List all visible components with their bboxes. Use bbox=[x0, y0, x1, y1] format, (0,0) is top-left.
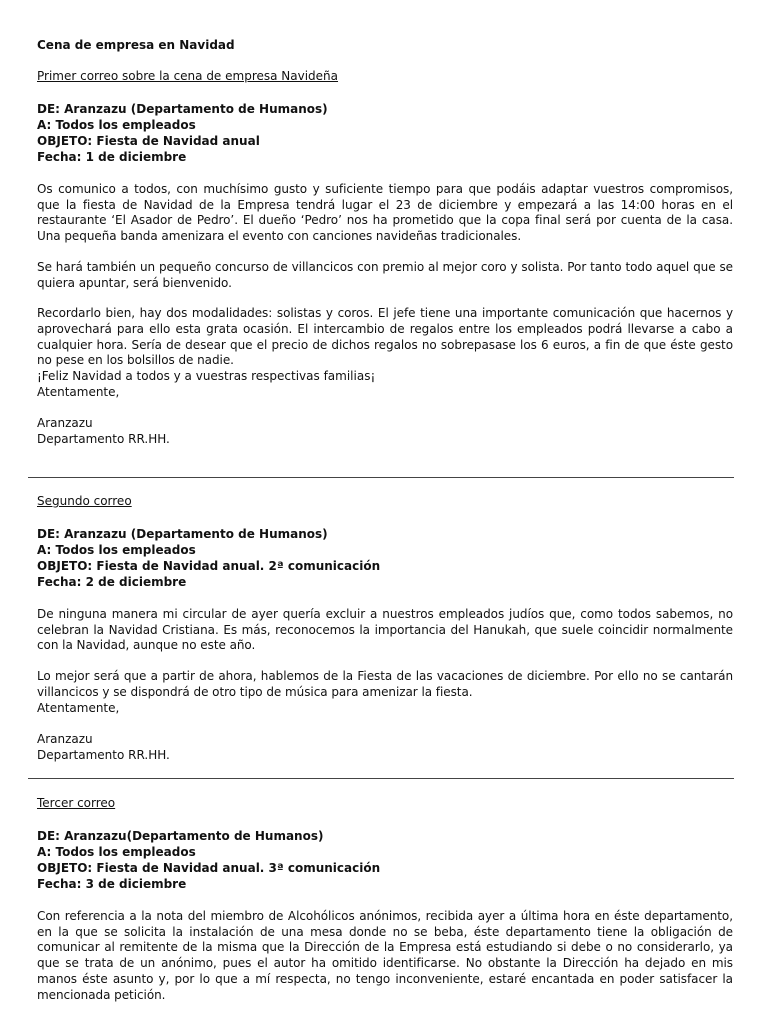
email-2-heading: Segundo correo bbox=[37, 494, 132, 508]
email-2-date: Fecha: 2 de diciembre bbox=[37, 575, 187, 589]
email-3-paragraph-1: Con referencia a la nota del miembro de Alcohólicos anónimos, recibida ayer a última hora en éste departamento, en la que se solicita la instalación de una mesa donde no se beba, éste departamento tiene la obligación de comunicar al remitente de la misma que la Dirección de la Empresa está estudiando si debe o no considerarlo, ya que se trata de un anónimo, pues el autor ha omitido identificarse. No obstante la Dirección ha dejado en mis manos éste asunto y, por lo que a mí respecta, no tengo inconveniente, estaré encantada en poder satisfacer la mencionada petición. bbox=[37, 909, 733, 1002]
email-1-greeting: ¡Feliz Navidad a todos y a vuestras respectivas familias¡ bbox=[37, 369, 376, 384]
email-3-to: A: Todos los empleados bbox=[37, 845, 196, 859]
email-1-signature-name: Aranzazu bbox=[37, 416, 93, 431]
email-1-header bbox=[37, 101, 733, 165]
email-3-heading: Tercer correo bbox=[37, 796, 116, 810]
email-2-subject: OBJETO: Fiesta de Navidad anual. 2ª comunicación bbox=[37, 559, 381, 573]
email-1-heading: Primer correo sobre la cena de empresa Navideña bbox=[37, 69, 339, 83]
email-1-paragraph-3: Recordarlo bien, hay dos modalidades: solistas y coros. El jefe tiene una importante comunicación que hacernos y aprovechará para ello esta grata ocasión. El intercambio de regalos entre los empleados podrá llevarse a cabo a cualquier hora. Sería de desear que el precio de dichos regalos no sobrepasase los 6 euros, a fin de que éste gesto no pese en los bolsillos de nadie. bbox=[37, 306, 733, 368]
email-1-paragraph-2: Se hará también un pequeño concurso de villancicos con premio al mejor coro y solista. Por tanto todo aquel que se quiera apuntar, será bienvenido. bbox=[37, 259, 733, 290]
email-2-to: A: Todos los empleados bbox=[37, 543, 196, 557]
email-3-subject: OBJETO: Fiesta de Navidad anual. 3ª comunicación bbox=[37, 861, 381, 875]
email-1-paragraph-1: Os comunico a todos, con muchísimo gusto y suficiente tiempo para que podáis adaptar vuestros compromisos, que la fiesta de Navidad de la Empresa tendrá lugar el 23 de diciembre y empezará a las 14:00 horas en el restaurante ‘El Asador de Pedro’. El dueño ‘Pedro’ nos ha prometido que la copa final será por cuenta de la casa. Una pequeña banda amenizara el evento con canciones navideñas tradicionales. bbox=[37, 182, 733, 244]
email-2-header bbox=[37, 526, 733, 590]
email-1-to: A: Todos los empleados bbox=[37, 118, 196, 132]
email-2-signature-name: Aranzazu bbox=[37, 731, 93, 746]
email-2-from: DE: Aranzazu (Departamento de Humanos) bbox=[37, 527, 328, 541]
email-2-paragraph-2: Lo mejor será que a partir de ahora, hablemos de la Fiesta de las vacaciones de diciembre. Por ello no se cantarán villancicos y se dispondrá de otro tipo de música para amenizar la fiesta. bbox=[37, 669, 733, 699]
email-3-from: DE: Aranzazu(Departamento de Humanos) bbox=[37, 829, 324, 843]
divider-1 bbox=[28, 477, 734, 478]
email-1-from: DE: Aranzazu (Departamento de Humanos) bbox=[37, 102, 328, 116]
email-3 bbox=[37, 796, 733, 1003]
email-1-signature-dept: Departamento RR.HH. bbox=[37, 431, 170, 446]
email-1-date: Fecha: 1 de diciembre bbox=[37, 150, 187, 164]
email-2-paragraph-1: De ninguna manera mi circular de ayer quería excluir a nuestros empleados judíos que, como todos sabemos, no celebran la Navidad Cristiana. Es más, reconocemos la importancia del Hanukah, que suele coincidir normalmente con la Navidad, aunque no este año. bbox=[37, 607, 733, 653]
document-title: Cena de empresa en Navidad bbox=[37, 38, 235, 52]
email-3-header bbox=[37, 828, 733, 892]
email-1-closing: Atentamente, bbox=[37, 384, 120, 399]
email-2-signature-dept: Departamento RR.HH. bbox=[37, 747, 170, 762]
divider-2 bbox=[28, 778, 734, 779]
email-2-closing: Atentamente, bbox=[37, 700, 120, 715]
email-1-subject: OBJETO: Fiesta de Navidad anual bbox=[37, 134, 260, 148]
email-1 bbox=[37, 69, 733, 448]
email-2 bbox=[37, 494, 733, 763]
email-3-date: Fecha: 3 de diciembre bbox=[37, 877, 187, 891]
